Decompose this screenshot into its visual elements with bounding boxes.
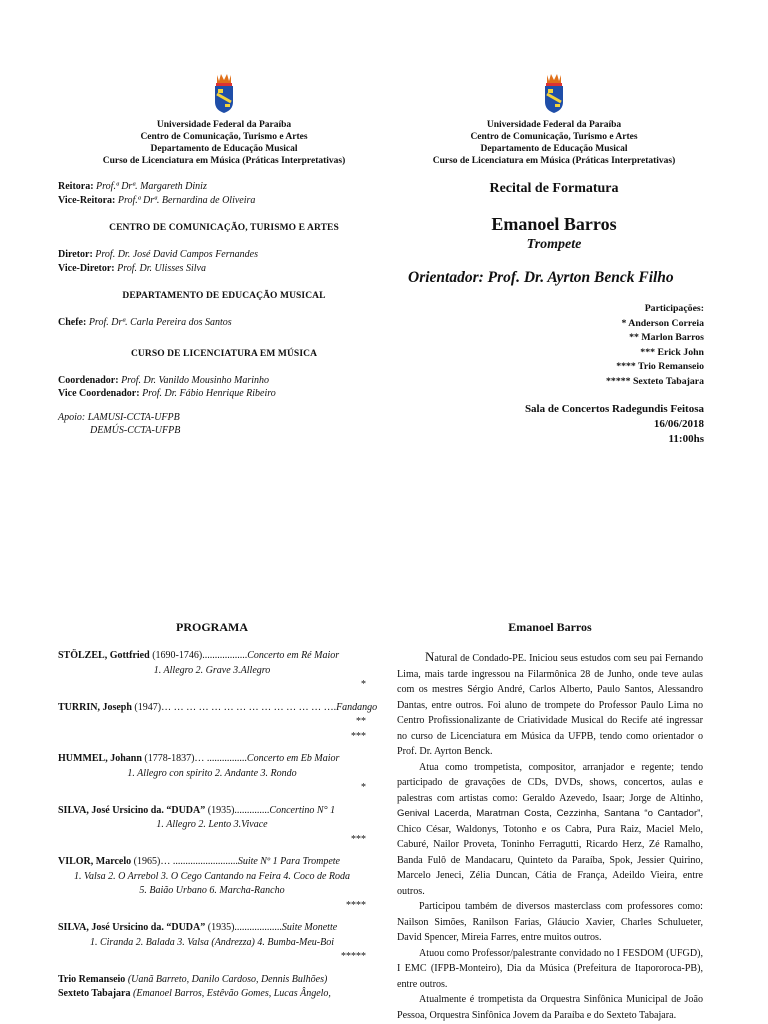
participant: *** Erick John xyxy=(640,346,704,358)
institution-line: Departamento de Educação Musical xyxy=(480,144,628,154)
bio-paragraph: Atuou como Professor/palestrante convidado no I FESDOM (UFGD), I EMC (IFPB-Monteiro), Dia da Música (Prefeitura de Itapororoca-PB), entre outros. xyxy=(397,947,703,990)
movements: 1. Ciranda 2. Balada 3. Valsa (Andrezza) 4. Bumba-Meu-Boi xyxy=(89,936,335,948)
leader-dots: … ................ xyxy=(194,753,247,764)
bio-panel xyxy=(397,620,703,1023)
program-item xyxy=(58,701,378,745)
performer-marks: **** xyxy=(346,899,366,911)
curso-heading: CURSO DE LICENCIATURA EM MÚSICA xyxy=(130,348,318,359)
chefe-line: Chefe: Prof. Drª. Carla Pereira dos Santos xyxy=(58,317,232,328)
composer: STÖLZEL, Gottfried xyxy=(58,650,150,661)
institution-line: Universidade Federal da Paraíba xyxy=(156,120,292,130)
participants-block xyxy=(404,302,704,389)
bio-paragraph: Atua como trompetista, compositor, arranjador e regente; tendo participado de gravações de CDs, DVDs, shows, concertos, aulas e palestras com artistas como: Geraldo Azevedo, Isaar; Jorge de Altinho, Genival Lacerda, Maratman Costa, Cezzinha, Santana “o Cantador”, Chico César, Waldonys, Totonho e os Cabra, Pura Raiz, Maciel Melo, Caburé, Nailor Proveta, Toninho Ferragutti, Ricardo Herz, Zé Ramalho, Banda Fulô de Mandacaru, Quinteto da Paraíba, Spok, Jessier Quirino, Marcelo Jeneci, Zélia Duncan, Cátia de França, Adeildo Vieira, entre outros. xyxy=(397,761,703,897)
program-heading: PROGRAMA xyxy=(176,620,248,634)
program-work-line xyxy=(58,855,366,870)
participant: ***** Sexteto Tabajara xyxy=(606,375,704,387)
institution-line: Centro de Comunicação, Turismo e Artes xyxy=(470,132,638,142)
composer-dates: (1690-1746) xyxy=(149,650,203,661)
institution-line: Centro de Comunicação, Turismo e Artes xyxy=(140,132,308,142)
apoio-line: DEMÚS-CCTA-UFPB xyxy=(90,425,181,436)
leader-dots: ................... xyxy=(234,922,282,933)
ufpb-crest-icon xyxy=(542,72,566,114)
instrument: Trompete xyxy=(526,237,582,252)
institution-line: Curso de Licenciatura em Música (Práticas Interpretativas) xyxy=(432,156,676,166)
composer-dates: (1947) xyxy=(131,701,162,713)
dem-heading: DEPARTAMENTO DE EDUCAÇÃO MUSICAL xyxy=(122,291,326,301)
movements: 1. Valsa 2. O Arrebol 3. O Cego Cantando na Feira 4. Coco de Roda 5. Baião Urbano 6. Marcha-Rancho xyxy=(73,870,351,896)
work-title: Fandango xyxy=(336,701,378,713)
event-title: Recital de Formatura xyxy=(489,181,619,196)
cover-panel xyxy=(404,72,704,447)
reitora-line: Reitora: Prof.ª Drª. Margareth Diniz xyxy=(58,181,207,192)
trio-line: Trio Remanseio (Uanã Barreto, Danilo Cardoso, Dennis Bulhões) xyxy=(58,973,328,985)
movements: 1. Allegro 2. Lento 3.Vivace xyxy=(156,819,268,830)
work-title: Concerto em Eb Maior xyxy=(246,753,340,764)
program-item xyxy=(58,921,366,965)
leader-dots: … .......................... xyxy=(160,856,238,867)
program-item xyxy=(58,804,366,848)
program-item xyxy=(58,649,366,693)
performer-marks: * xyxy=(361,679,366,690)
participant: ** Marlon Barros xyxy=(629,332,704,343)
leader-dots: .............. xyxy=(234,804,270,816)
participations-label: Participações: xyxy=(644,303,704,314)
composer: TURRIN, Joseph xyxy=(58,701,132,713)
composer: SILVA, José Ursicino da. “DUDA” xyxy=(58,804,206,816)
performer-marks: ** *** xyxy=(351,716,366,742)
vice-coordenador-line: Vice Coordenador: Prof. Dr. Fábio Henrique Ribeiro xyxy=(58,388,276,399)
vice-diretor-line: Vice-Diretor: Prof. Dr. Ulisses Silva xyxy=(58,262,206,274)
composer-dates: (1965) xyxy=(131,856,161,867)
institution-line: Curso de Licenciatura em Música (Práticas Interpretativas) xyxy=(102,156,346,166)
coordenador-line: Coordenador: Prof. Dr. Vanildo Mousinho Marinho xyxy=(58,374,270,386)
performer-marks: ***** xyxy=(341,951,366,962)
diretor-line: Diretor: Prof. Dr. José David Campos Fernandes xyxy=(58,249,258,260)
program-item xyxy=(58,752,366,796)
ufpb-crest-icon xyxy=(212,72,236,114)
work-title: Concerto em Ré Maior xyxy=(247,650,340,661)
work-title: Suite Monette xyxy=(281,922,338,933)
program-work-line xyxy=(58,649,366,664)
leader-dots: … … … … … … … … … … … … … …. xyxy=(161,701,337,713)
composer-dates: (1935) xyxy=(205,922,235,933)
composer: VILOR, Marcelo xyxy=(58,856,132,867)
program-panel xyxy=(58,620,378,1002)
sexteto-line: Sexteto Tabajara (Emanoel Barros, Estêvão Gomes, Lucas Ângelo, xyxy=(58,988,331,999)
performer-name: Emanoel Barros xyxy=(491,214,617,234)
program-work-line xyxy=(58,804,366,819)
program-work-line xyxy=(58,701,378,716)
bio-paragraph: Atualmente é trompetista da Orquestra Sinfônica Municipal de João Pessoa, Orquestra Sinfônica Jovem da Paraíba e do Sexteto Tabajara. xyxy=(397,994,703,1021)
credits-panel xyxy=(58,72,390,438)
movements: 1. Allegro 2. Grave 3.Allegro xyxy=(153,664,271,676)
bio-paragraph: Natural de Condado-PE. Iniciou seus estudos com seu pai Fernando Lima, mais tarde ingressou na Filarmônica 28 de Junho, onde teve aulas com os mestres Sérgio André, Carlos Alberto, Paulo Santos, Alessandro Dantas, entre outros. Foi aluno de trompete do Professor Paulo Lima no Centro Profissionalizante de Criatividade Musical do Recife até ingressar no curso de Licenciatura em Música da UFPB, tendo como orientador o Prof. Dr. Ayrton Benck. xyxy=(397,649,703,757)
program-work-line xyxy=(58,921,366,936)
composer-dates: (1778-1837) xyxy=(141,753,195,764)
apoio-line: Apoio: LAMUSI-CCTA-UFPB xyxy=(58,411,180,423)
time: 11:00hs xyxy=(668,433,704,445)
ccta-heading: CENTRO DE COMUNICAÇÃO, TURISMO E ARTES xyxy=(109,223,339,233)
participant: **** Trio Remanseio xyxy=(616,361,704,372)
venue: Sala de Concertos Radegundis Feitosa xyxy=(524,403,704,415)
leader-dots: .................. xyxy=(202,650,248,661)
date: 16/06/2018 xyxy=(653,418,704,430)
composer: SILVA, José Ursicino da. “DUDA” xyxy=(58,922,206,933)
institution-line: Departamento de Educação Musical xyxy=(150,144,298,154)
work-title: Suite Nº 1 Para Trompete xyxy=(237,856,340,867)
performer-marks: * xyxy=(361,782,366,793)
composer-dates: (1935) xyxy=(205,804,235,816)
program-item xyxy=(58,855,366,913)
composer: HUMMEL, Johann xyxy=(58,753,142,764)
performer-marks: *** xyxy=(351,833,366,845)
vice-reitora-line: Vice-Reitora: Prof.ª Drª. Bernardina de Oliveira xyxy=(58,194,256,206)
institution-line: Universidade Federal da Paraíba xyxy=(486,120,622,130)
movements: 1. Allegro con spirito 2. Andante 3. Rondo xyxy=(127,767,297,779)
program-list xyxy=(58,649,378,965)
participant: * Anderson Correia xyxy=(621,317,704,329)
bio-heading: Emanoel Barros xyxy=(508,620,592,634)
advisor: Orientador: Prof. Dr. Ayrton Benck Filho xyxy=(408,269,674,286)
work-title: Concertino N° 1 xyxy=(269,804,336,816)
program-work-line xyxy=(58,752,366,767)
bio-paragraph: Participou também de diversos masterclass com professores como: Nailson Simões, Ranilson Farias, Gláucio Xavier, Charles Schulueter, David Spencer, Mireia Farres, entre muitos outros. xyxy=(397,901,703,943)
venue-block xyxy=(404,402,704,447)
